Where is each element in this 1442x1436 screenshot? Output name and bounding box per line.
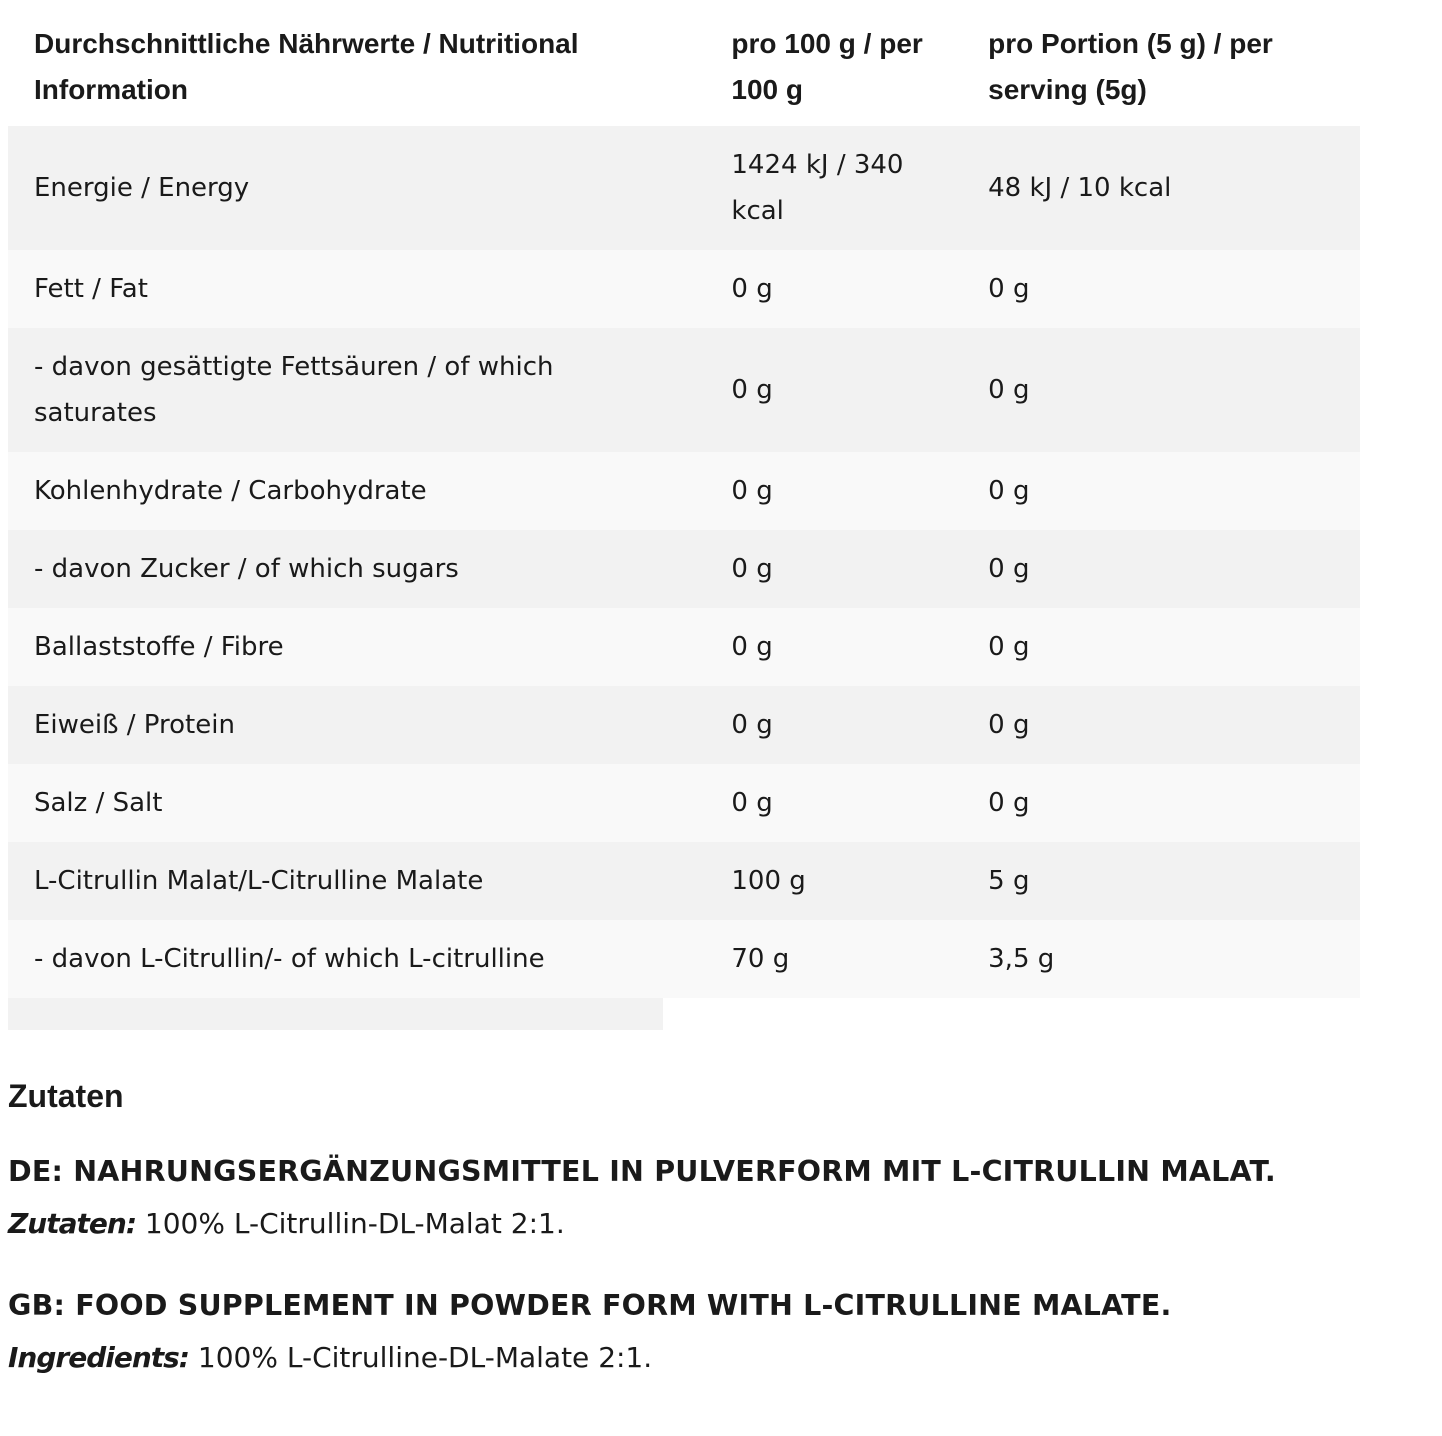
row-per-100g: 0 g xyxy=(731,788,773,818)
table-row-energy xyxy=(8,126,1360,250)
table-row-citrulline-malate xyxy=(8,842,1360,920)
row-per-serving: 0 g xyxy=(988,476,1030,506)
row-label: - davon gesättigte Fettsäuren / of which saturates xyxy=(34,352,554,428)
table-header xyxy=(8,8,1360,126)
ingredients-de-title: DE: NAHRUNGSERGÄNZUNGSMITTEL IN PULVERFORM MIT L-CITRULLIN MALAT. xyxy=(8,1155,1276,1188)
row-per-100g: 0 g xyxy=(731,710,773,740)
header-per-serving: pro Portion (5 g) / per serving (5g) xyxy=(988,28,1273,105)
row-per-100g: 0 g xyxy=(731,554,773,584)
table-footer-strip xyxy=(8,998,663,1030)
row-per-serving: 0 g xyxy=(988,554,1030,584)
row-label: L-Citrullin Malat/L-Citrulline Malate xyxy=(34,866,484,896)
row-label: Kohlenhydrate / Carbohydrate xyxy=(34,476,427,506)
row-label: - davon L-Citrullin/- of which L-citrulline xyxy=(34,944,545,974)
ingredients-de-text: 100% L-Citrullin-DL-Malat 2:1. xyxy=(136,1207,565,1240)
ingredients-gb-text: 100% L-Citrulline-DL-Malate 2:1. xyxy=(189,1341,653,1374)
row-label: Salz / Salt xyxy=(34,788,163,818)
row-label: Fett / Fat xyxy=(34,274,148,304)
row-per-100g: 100 g xyxy=(731,866,806,896)
row-per-100g: 1424 kJ / 340 kcal xyxy=(731,150,904,226)
row-per-100g: 0 g xyxy=(731,274,773,304)
table-row-salt xyxy=(8,764,1360,842)
table-row-fibre xyxy=(8,608,1360,686)
table-row-fat xyxy=(8,250,1360,328)
row-label: Energie / Energy xyxy=(34,173,250,203)
table-row-protein xyxy=(8,686,1360,764)
row-per-serving: 5 g xyxy=(988,866,1030,896)
row-label: - davon Zucker / of which sugars xyxy=(34,554,459,584)
row-per-serving: 0 g xyxy=(988,632,1030,662)
table-row-citrulline xyxy=(8,920,1360,998)
header-per-100g: pro 100 g / per 100 g xyxy=(731,28,923,105)
ingredients-heading: Zutaten xyxy=(8,1078,124,1114)
nutrition-table xyxy=(8,8,1360,998)
row-per-100g: 70 g xyxy=(731,944,790,974)
row-per-serving: 3,5 g xyxy=(988,944,1055,974)
row-per-serving: 0 g xyxy=(988,788,1030,818)
header-row xyxy=(8,8,1360,126)
row-per-100g: 0 g xyxy=(731,476,773,506)
ingredients-de xyxy=(8,1146,1428,1250)
table-row-carbohydrate xyxy=(8,452,1360,530)
header-nutrient: Durchschnittliche Nährwerte / Nutritional Information xyxy=(34,28,579,105)
ingredients-gb-label: Ingredients: xyxy=(8,1341,190,1374)
row-per-serving: 0 g xyxy=(988,375,1030,405)
row-per-serving: 0 g xyxy=(988,710,1030,740)
row-per-serving: 0 g xyxy=(988,274,1030,304)
table-row-saturates xyxy=(8,328,1360,452)
ingredients-gb-title: GB: FOOD SUPPLEMENT IN POWDER FORM WITH L-CITRULLINE MALATE. xyxy=(8,1289,1172,1322)
row-label: Ballaststoffe / Fibre xyxy=(34,632,284,662)
ingredients-gb xyxy=(8,1280,1428,1384)
row-per-100g: 0 g xyxy=(731,632,773,662)
row-per-100g: 0 g xyxy=(731,375,773,405)
table-body xyxy=(8,126,1360,998)
table-row-sugars xyxy=(8,530,1360,608)
row-per-serving: 48 kJ / 10 kcal xyxy=(988,173,1172,203)
row-label: Eiweiß / Protein xyxy=(34,710,235,740)
ingredients-de-label: Zutaten: xyxy=(8,1207,137,1240)
